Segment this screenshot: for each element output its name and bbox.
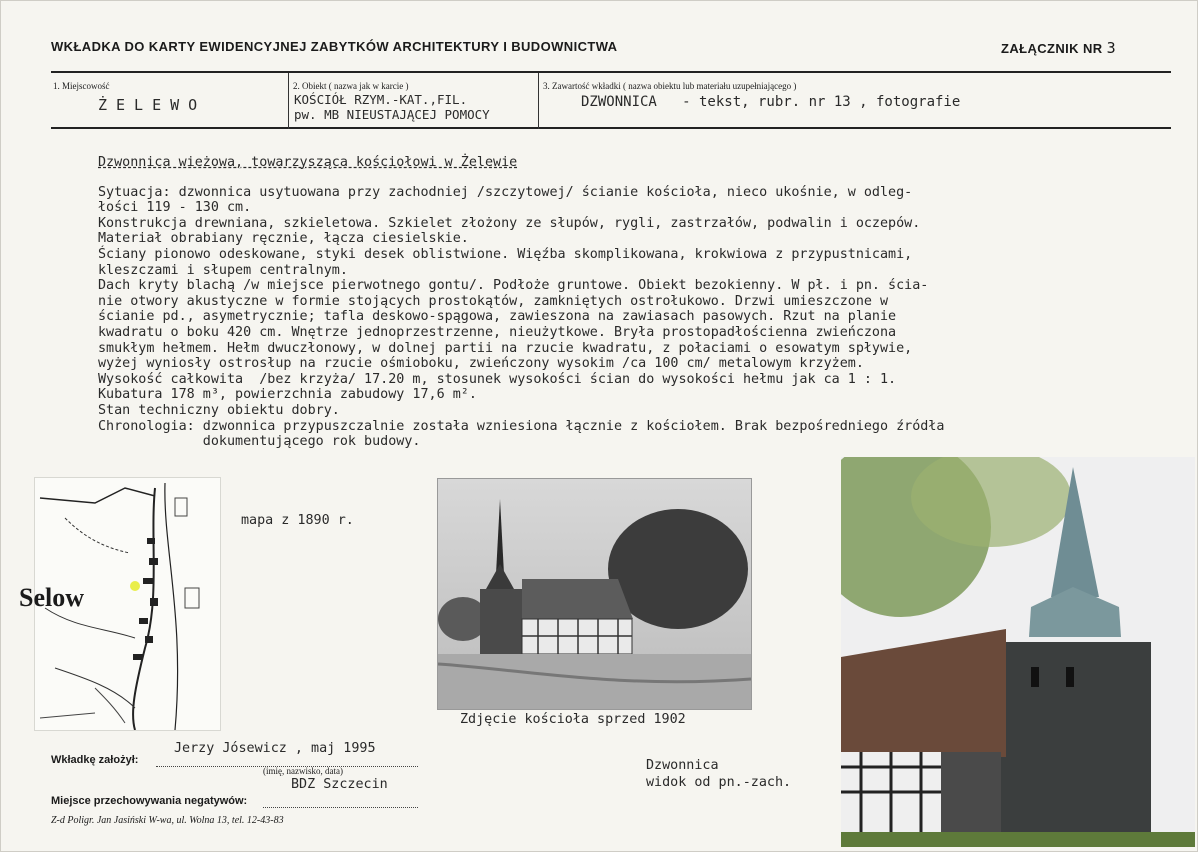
printer-imprint: Z-d Poligr. Jan Jasiński W-wa, ul. Wolna 13, tel. 12-43-83 bbox=[51, 815, 284, 826]
annex-label: ZAŁĄCZNIK NR bbox=[1001, 41, 1103, 56]
body-line: Stan techniczny obiektu dobry. bbox=[98, 402, 340, 418]
bell-tower-caption-line-2: widok od pn.-zach. bbox=[646, 775, 792, 790]
historic-church-photo bbox=[437, 478, 752, 710]
body-line: łości 119 - 130 cm. bbox=[98, 200, 252, 216]
body-line: kwadratu o boku 420 cm. Wnętrze jednoprzestrzenne, nieużytkowe. Bryła prostopadłościenna zwieńczona bbox=[98, 324, 897, 340]
annex-number-value: 3 bbox=[1106, 39, 1117, 57]
body-line: smukłym hełmem. Hełm dwuczłonowy, w dolnej partii na rzucie kwadratu, z połaciami o esowatym spływie, bbox=[98, 340, 913, 356]
author-sub-label: (imię, nazwisko, data) bbox=[263, 766, 343, 776]
field-divider-2 bbox=[538, 73, 539, 129]
field-1-label: 1. Miejscowość bbox=[53, 81, 110, 91]
body-line: Dach kryty blachą /w miejsce pierwotnego gontu/. Podłoże gruntowe. Obiekt bezokienny. W pł. i pn. ścia- bbox=[98, 278, 929, 294]
description-title: Dzwonnica wieżowa, towarzysząca kościołowi w Żelewie bbox=[98, 155, 518, 170]
field-2-line-1: KOŚCIÓŁ RZYM.-KAT.,FIL. bbox=[294, 92, 468, 107]
field-1-value: ŻELEWO bbox=[98, 96, 207, 114]
bell-tower-caption bbox=[646, 757, 791, 791]
storage-value: BDZ Szczecin bbox=[291, 777, 388, 792]
annex-number bbox=[1001, 39, 1116, 57]
body-line: wyżej wyniosły ostrosłup na rzucie ośmioboku, zwieńczony wysokim /ca 100 cm/ metalowym krzyżem. bbox=[98, 356, 864, 372]
field-2-label: 2. Obiekt ( nazwa jak w karcie ) bbox=[293, 81, 409, 91]
bell-tower-drawing bbox=[841, 457, 1195, 847]
header-rule-top bbox=[51, 71, 1171, 73]
field-divider-1 bbox=[288, 73, 289, 129]
historic-photo-drawing bbox=[438, 479, 751, 709]
field-3-value: DZWONNICA - tekst, rubr. nr 13 , fotografie bbox=[581, 94, 961, 110]
body-line: Ściany pionowo odeskowane, styki desek oblistwione. Więźba skomplikowana, krokwiowa z przypustnicami, bbox=[98, 246, 913, 262]
bell-tower-caption-line-1: Dzwonnica bbox=[646, 758, 719, 773]
map-place-label: Selow bbox=[19, 583, 84, 612]
body-line: Wysokość całkowita /bez krzyża/ 17.20 m, stosunek wysokości ścian do wysokości hełmu jak ca 1 : 1. bbox=[98, 371, 897, 387]
author-label: Wkładkę założył: bbox=[51, 754, 139, 766]
author-value: Jerzy Jósewicz , maj 1995 bbox=[174, 741, 376, 756]
form-title: WKŁADKA DO KARTY EWIDENCYJNEJ ZABYTKÓW ARCHITEKTURY I BUDOWNICTWA bbox=[51, 39, 618, 54]
negatives-label: Miejsce przechowywania negatywów: bbox=[51, 795, 248, 807]
body-line: Chronologia: dzwonnica przypuszczalnie została wzniesiona łącznie z kościołem. Brak bezpośredniego źródła bbox=[98, 418, 945, 434]
body-line: dokumentującego rok budowy. bbox=[98, 434, 421, 450]
description-text bbox=[98, 155, 1178, 450]
body-line: Konstrukcja drewniana, szkieletowa. Szkielet złożony ze słupów, rygli, zastrzałów, podwalin i oczepów. bbox=[98, 215, 921, 231]
body-line: kleszczami i słupem centralnym. bbox=[98, 262, 348, 278]
body-line: Kubatura 178 m³, powierzchnia zabudowy 17,6 m². bbox=[98, 387, 477, 403]
map-caption: mapa z 1890 r. bbox=[241, 513, 354, 528]
historic-photo-caption: Zdjęcie kościoła sprzed 1902 bbox=[460, 712, 686, 727]
negatives-dotted-line bbox=[263, 806, 418, 808]
header-rule-bottom bbox=[51, 127, 1171, 129]
field-2-line-2: pw. MB NIEUSTAJĄCEJ POMOCY bbox=[294, 107, 490, 122]
body-line: nie otwory akustyczne w formie stojących prostokątów, zamkniętych ostrołukowo. Drzwi umieszczone w bbox=[98, 293, 889, 309]
field-3-label: 3. Zawartość wkładki ( nazwa obiektu lub materiału uzupełniającego ) bbox=[543, 81, 797, 91]
body-line: Sytuacja: dzwonnica usytuowana przy zachodniej /szczytowej/ ścianie kościoła, nieco ukośnie, w odleg- bbox=[98, 184, 913, 200]
field-2-value bbox=[294, 92, 490, 122]
bell-tower-photo bbox=[841, 457, 1195, 847]
body-line: ścianie pd., asymetrycznie; tafla deskowo-spągowa, zawieszona na zawiasach pasowych. Rzut na planie bbox=[98, 309, 897, 325]
body-line: Materiał obrabiany ręcznie, łącza ciesielskie. bbox=[98, 231, 469, 247]
